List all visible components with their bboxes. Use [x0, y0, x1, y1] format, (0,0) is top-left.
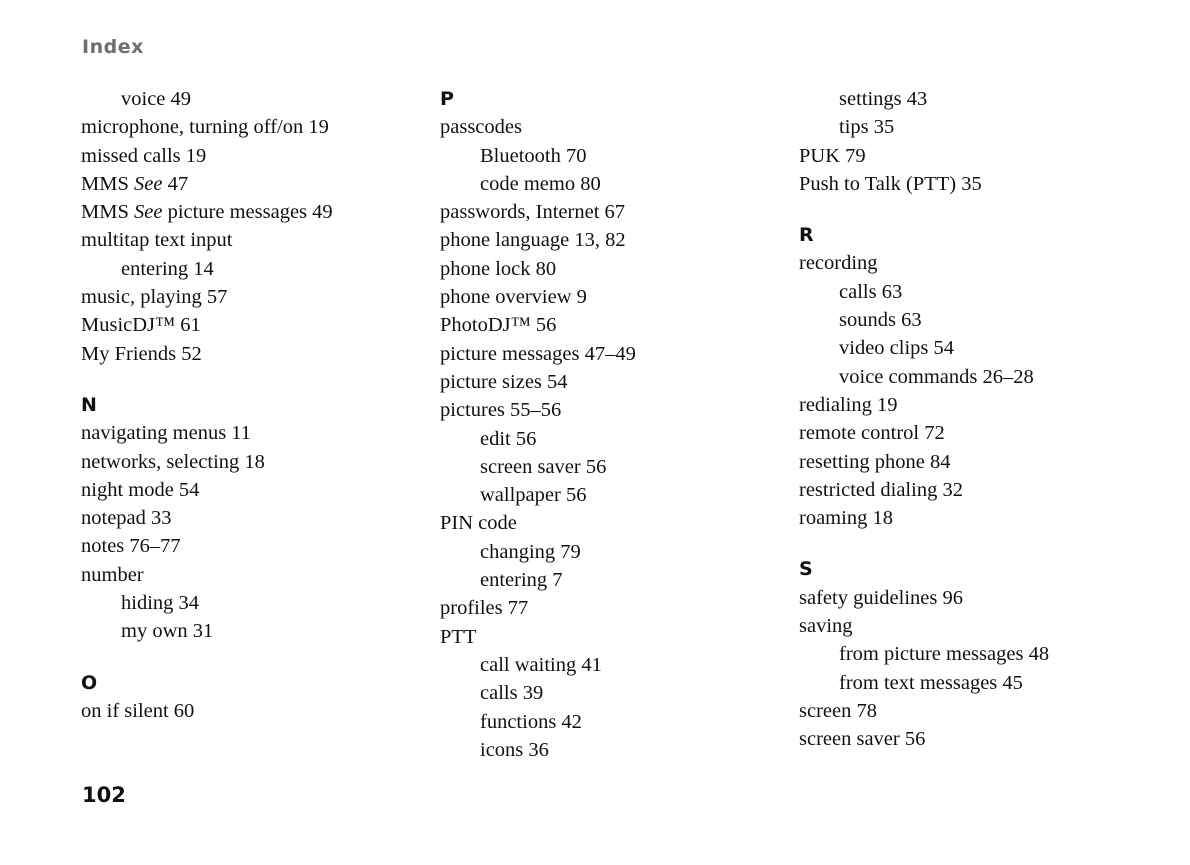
index-subentry: from text messages 45	[839, 671, 1023, 694]
index-entry: resetting phone 84	[799, 450, 951, 473]
index-entry: microphone, turning off/on 19	[81, 116, 329, 139]
see-reference: See	[133, 172, 163, 195]
section-letter-n: N	[81, 393, 97, 416]
index-entry: missed calls 19	[81, 144, 207, 167]
index-subentry: calls 39	[480, 682, 544, 705]
index-entry: screen saver 56	[799, 728, 926, 751]
index-entry: MusicDJ™ 61	[81, 314, 201, 337]
index-entry	[81, 170, 421, 198]
index-entry: remote control 72	[799, 422, 945, 445]
index-entry: phone language 13, 82	[440, 229, 626, 252]
index-subentry: screen saver 56	[480, 455, 607, 478]
index-subentry: edit 56	[480, 427, 537, 450]
index-entry: safety guidelines 96	[799, 586, 963, 609]
entry-text: MMS	[81, 172, 134, 195]
index-entry: music, playing 57	[81, 286, 228, 309]
index-subentry: icons 36	[480, 738, 549, 761]
index-subentry: sounds 63	[839, 309, 922, 332]
index-entry: PIN code	[440, 512, 517, 535]
entry-text: picture messages 49	[162, 201, 333, 224]
entry-text: 47	[162, 172, 189, 195]
index-entry: multitap text input	[81, 229, 233, 252]
index-entry: profiles 77	[440, 597, 529, 620]
index-entry: Push to Talk (PTT) 35	[799, 172, 982, 195]
index-entry: networks, selecting 18	[81, 450, 265, 473]
index-entry: screen 78	[799, 699, 877, 722]
index-subentry: entering 7	[480, 569, 563, 592]
index-subentry: video clips 54	[839, 337, 955, 360]
index-subentry: from picture messages 48	[839, 643, 1050, 666]
section-letter-o: O	[81, 671, 98, 694]
index-subentry: entering 14	[121, 257, 214, 280]
see-reference: See	[133, 201, 163, 224]
section-gap	[799, 198, 1139, 221]
section-gap	[799, 532, 1139, 555]
index-subentry: code memo 80	[480, 172, 601, 195]
index-entry	[81, 198, 421, 226]
index-subentry: voice 49	[121, 88, 192, 110]
index-entry: number	[81, 563, 144, 586]
index-column-3	[799, 85, 1139, 754]
index-entry: passcodes	[440, 116, 522, 139]
index-subentry: tips 35	[839, 116, 895, 139]
index-entry: restricted dialing 32	[799, 478, 963, 501]
index-entry: passwords, Internet 67	[440, 201, 626, 224]
index-subentry: changing 79	[480, 540, 581, 563]
index-entry: roaming 18	[799, 507, 893, 530]
index-entry: My Friends 52	[81, 342, 202, 365]
index-entry: recording	[799, 252, 878, 275]
index-entry: notes 76–77	[81, 535, 181, 558]
index-subentry: Bluetooth 70	[480, 144, 587, 167]
index-subentry: my own 31	[121, 620, 214, 643]
index-entry: PTT	[440, 625, 477, 648]
index-entry: navigating menus 11	[81, 422, 252, 445]
page-number: 102	[82, 783, 126, 807]
section-gap	[81, 646, 421, 669]
index-entry: on if silent 60	[81, 699, 195, 722]
index-subentry: functions 42	[480, 710, 582, 733]
section-gap	[81, 368, 421, 391]
index-entry: redialing 19	[799, 393, 898, 416]
index-entry: phone overview 9	[440, 286, 587, 309]
index-subentry: hiding 34	[121, 592, 200, 615]
page-header-title: Index	[82, 36, 144, 58]
index-column-1	[81, 85, 421, 725]
section-letter-r: R	[799, 224, 814, 247]
index-entry: phone lock 80	[440, 257, 557, 280]
index-subentry: wallpaper 56	[480, 484, 587, 507]
index-subentry: calls 63	[839, 280, 903, 303]
index-entry: pictures 55–56	[440, 399, 562, 422]
entry-text: MMS	[81, 201, 134, 224]
index-entry: notepad 33	[81, 507, 172, 530]
index-entry: picture sizes 54	[440, 370, 568, 393]
index-column-2	[440, 85, 780, 764]
index-entry: night mode 54	[81, 478, 200, 501]
index-entry: PhotoDJ™ 56	[440, 314, 557, 337]
index-subentry: call waiting 41	[480, 653, 602, 676]
index-subentry: voice commands 26–28	[839, 365, 1034, 388]
index-entry: picture messages 47–49	[440, 342, 636, 365]
section-letter-p: P	[440, 88, 454, 110]
section-letter-s: S	[799, 558, 813, 581]
index-subentry: settings 43	[839, 88, 928, 110]
index-entry: PUK 79	[799, 144, 866, 167]
index-entry: saving	[799, 615, 853, 638]
